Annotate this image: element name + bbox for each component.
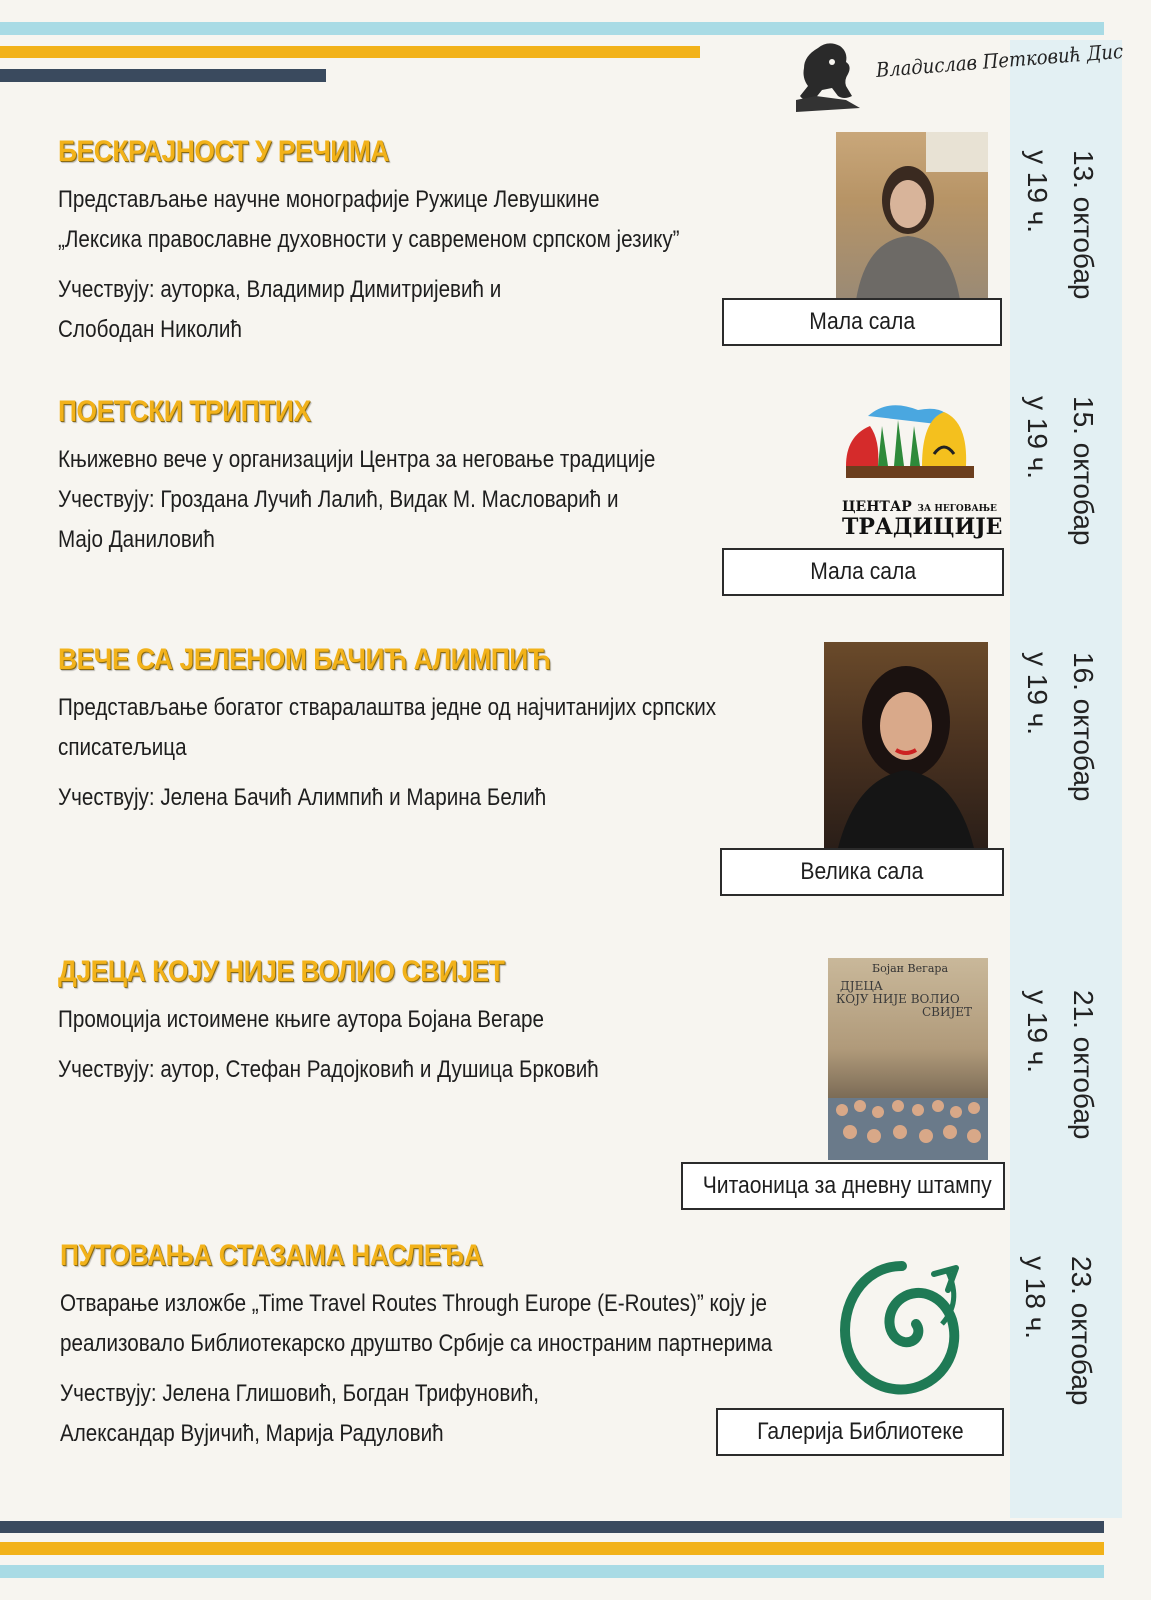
book-cover bbox=[828, 958, 988, 1160]
time-text: у 19 ч. bbox=[1022, 396, 1053, 480]
logo-text-small: ЗА НЕГОВАЊЕ bbox=[917, 504, 997, 514]
bottom-stripe-navy bbox=[0, 1521, 1104, 1533]
date-text: 23. октобар bbox=[1066, 1256, 1097, 1406]
book-author: Бојан Вегара bbox=[872, 962, 949, 975]
event-participants: Учествују: Јелена Глишовић, Богдан Трифуновић, bbox=[60, 1380, 540, 1407]
signature-text: Владислав Петковић Дис bbox=[875, 38, 1124, 82]
signature bbox=[875, 38, 1124, 108]
logo-text-top: ЦЕНТАР bbox=[842, 499, 912, 515]
event-description: Књижевно вече у организацији Центра за неговање традиције bbox=[58, 446, 656, 473]
event-participants: Мајо Даниловић bbox=[58, 526, 215, 553]
event-2 bbox=[58, 392, 758, 560]
venue-label: Велика сала bbox=[720, 848, 1004, 896]
top-stripe-yellow bbox=[0, 46, 700, 58]
event-4 bbox=[58, 952, 758, 1090]
event-date bbox=[1000, 150, 1120, 330]
event-participants: Учествују: Јелена Бачић Алимпић и Марина Белић bbox=[58, 784, 547, 811]
event-title: ВЕЧЕ СА ЈЕЛЕНОМ БАЧИЋ АЛИМПИЋ bbox=[58, 643, 551, 676]
event-1 bbox=[58, 132, 758, 350]
event-participants: Александар Вујичић, Марија Радуловић bbox=[60, 1420, 444, 1447]
time-text: у 18 ч. bbox=[1020, 1256, 1051, 1340]
logo-text-bottom: ТРАДИЦИЈЕ bbox=[842, 514, 1003, 540]
time-text: у 19 ч. bbox=[1022, 652, 1053, 736]
venue-label: Мала сала bbox=[722, 548, 1004, 596]
event-participants: Учествују: ауторка, Владимир Димитријевић и bbox=[58, 276, 502, 303]
event-3 bbox=[58, 640, 798, 818]
event-description: списатељица bbox=[58, 734, 187, 761]
event-date bbox=[1000, 396, 1120, 576]
e-routes-spiral-logo bbox=[832, 1256, 972, 1406]
event-title: ПУТОВАЊА СТАЗАМА НАСЛЕЂА bbox=[60, 1239, 483, 1272]
event-date bbox=[998, 1256, 1118, 1436]
center-for-tradition-logo bbox=[838, 396, 1003, 546]
event-title: ПОЕТСКИ ТРИПТИХ bbox=[58, 395, 311, 428]
event-participants: Учествују: Гроздана Лучић Лалић, Видак М. Масловарић и bbox=[58, 486, 619, 513]
bottom-stripe-yellow bbox=[0, 1542, 1104, 1555]
event-participants: Учествују: аутор, Стефан Радојковић и Душица Брковић bbox=[58, 1056, 599, 1083]
event-title: БЕСКРАЈНОСТ У РЕЧИМА bbox=[58, 135, 390, 168]
date-text: 21. октобар bbox=[1068, 990, 1099, 1140]
date-text: 15. октобар bbox=[1068, 396, 1099, 546]
date-text: 13. октобар bbox=[1068, 150, 1099, 300]
event-date bbox=[1000, 990, 1120, 1170]
event-description: Представљање богатог стваралаштва једне од најчитанијих српских bbox=[58, 694, 717, 721]
event-description: „Лексика православне духовности у савременом српском језику” bbox=[58, 226, 680, 253]
time-text: у 19 ч. bbox=[1022, 990, 1053, 1074]
event-description: Представљање научне монографије Ружице Левушкине bbox=[58, 186, 600, 213]
date-text: 16. октобар bbox=[1068, 652, 1099, 802]
event-participants: Слободан Николић bbox=[58, 316, 242, 343]
event-description: реализовало Библиотекарско друштво Србије са иностраним партнерима bbox=[60, 1330, 773, 1357]
dis-caricature-logo bbox=[788, 40, 868, 116]
author-photo bbox=[824, 642, 988, 848]
event-description: Промоција истоимене књиге аутора Бојана Вегаре bbox=[58, 1006, 545, 1033]
top-stripe-lightblue bbox=[0, 22, 1104, 35]
venue-label: Галерија Библиотеке bbox=[716, 1408, 1004, 1456]
venue-label: Мала сала bbox=[722, 298, 1002, 346]
time-text: у 19 ч. bbox=[1022, 150, 1053, 234]
bottom-stripe-lightblue bbox=[0, 1565, 1104, 1578]
author-photo bbox=[836, 132, 988, 300]
event-title: ДЈЕЦА КОЈУ НИЈЕ ВОЛИО СВИЈЕТ bbox=[58, 955, 505, 988]
event-description: Отварање изложбе „Time Travel Routes Through Europe (E-Routes)” коју је bbox=[60, 1290, 767, 1317]
venue-label: Читаоница за дневну штампу bbox=[681, 1162, 1005, 1210]
top-stripe-navy bbox=[0, 69, 326, 82]
book-title: ДЈЕЦА КОЈУ НИЈЕ ВОЛИО СВИЈЕТ bbox=[836, 979, 973, 1019]
event-date bbox=[1000, 652, 1120, 832]
